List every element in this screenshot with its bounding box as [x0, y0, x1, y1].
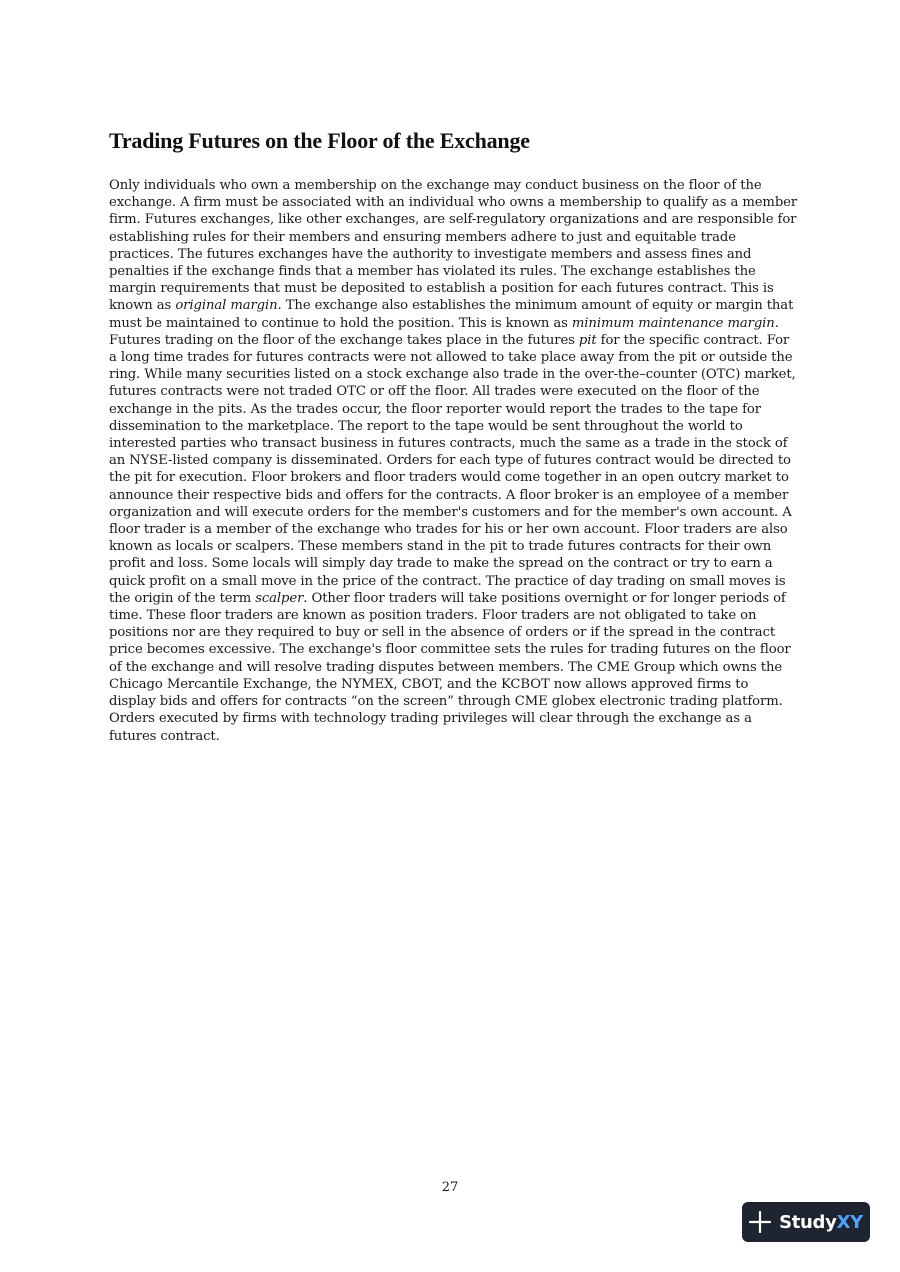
brand-accent: XY [836, 1211, 863, 1233]
brand-logo-text [779, 1212, 863, 1233]
paragraph-text: . Futures trading on the floor of the exchange takes place in the futures [109, 315, 779, 348]
term-scalper: scalper [255, 590, 304, 606]
term-minimum-maintenance-margin: minimum maintenance margin [571, 315, 775, 331]
paragraph-text: . The exchange also establishes the minimum amount of equity or margin that must be maintained to continue to hold the position. This is known as [109, 298, 794, 331]
term-pit: pit [578, 332, 597, 348]
studyxy-badge[interactable] [742, 1202, 870, 1242]
paragraph-text: Only individuals who own a membership on the exchange may conduct business on the floor of the exchange. A firm must be associated with an individual who owns a membership to qualify as a member firm. Futures exchanges, like other exchanges, are self-regulatory organizations and are responsible for establishing rules for their members and ensuring members adhere to just and equitable trade practices. The futures exchanges have the authority to investigate members and assess fines and penalties if the exchange finds that a member has violated its rules. The exchange establishes the margin requirements that must be deposited to establish a position for each futures contract. This is known as [109, 178, 798, 314]
brand-main: Study [779, 1211, 837, 1233]
paragraph-text: . Other floor traders will take positions overnight or for longer periods of time. These floor traders are known as position traders. Floor traders are not obligated to take on positions nor are they required to buy or sell in the absence of orders or if the spread in the contract price becomes excessive. The exchange's floor committee sets the rules for trading futures on the floor of the exchange and will resolve trading disputes between members. The CME Group which owns the Chicago Mercantile Exchange, the NYMEX, CBOT, and the KCBOT now allows approved firms to display bids and offers for contracts “on the screen” through CME globex electronic trading platform. Orders executed by firms with technology trading privileges will clear through the exchange as a futures contract. [109, 590, 791, 744]
body-paragraph [109, 177, 799, 745]
term-original-margin: original margin [175, 298, 278, 314]
paragraph-text: for the specific contract. For a long time trades for futures contracts were not allowed to take place away from the pit or outside the ring. While many securities listed on a stock exchange also trade in the over-the–counter (OTC) market, futures contracts were not traded OTC or off the floor. All trades were executed on the floor of the exchange in the pits. As the trades occur, the floor reporter would report the trades to the tape for dissemination to the marketplace. The report to the tape would be sent throughout the world to interested parties who transact business in futures contracts, much the same as a trade in the stock of an NYSE-listed company is disseminated. Orders for each type of futures contract would be directed to the pit for execution. Floor brokers and floor traders would come together in an open outcry market to announce their respective bids and offers for the contracts. A floor broker is an employee of a member organization and will execute orders for the member's customers and for the member's own account. A floor trader is a member of the exchange who trades for his or her own account. Floor traders are also known as locals or scalpers. These members stand in the pit to trade futures contracts for their own profit and loss. Some locals will simply day trade to make the spread on the contract or try to earn a quick profit on a small move in the price of the contract. The practice of day trading on small moves is the origin of the term [109, 332, 796, 606]
page-number: 27 [441, 1180, 459, 1195]
page-title: Trading Futures on the Floor of the Exchange [109, 128, 530, 153]
plus-icon [749, 1211, 771, 1233]
